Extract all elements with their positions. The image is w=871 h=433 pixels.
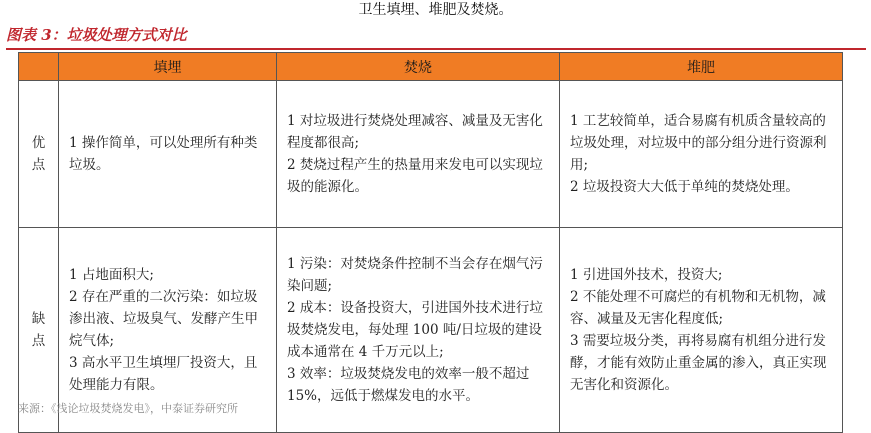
cell-item: 2 垃圾投资大大低于单纯的焚烧处理。 <box>570 179 799 195</box>
cell-compost-advantages <box>560 81 843 228</box>
header-incineration: 焚烧 <box>277 53 560 81</box>
cell-compost-disadvantages <box>560 228 843 433</box>
row-label-char: 优 <box>31 135 46 151</box>
cell-item: 3 需要垃圾分类，再将易腐有机组分进行发酵，才能有效防止重金属的渗入，真正实现无害化和资源化。 <box>570 333 827 393</box>
intro-text-tail: 卫生填埋、堆肥及焚烧。 <box>358 2 513 18</box>
cell-item: 3 高水平卫生填埋厂投资大，且处理能力有限。 <box>69 355 258 393</box>
table-row-advantages <box>19 81 843 228</box>
header-landfill: 填埋 <box>59 53 277 81</box>
cell-item: 3 效率：垃圾焚烧发电的效率一般不超过 15%，远低于燃煤发电的水平。 <box>287 366 530 404</box>
title-divider <box>6 48 866 50</box>
source-note: 来源：《浅论垃圾焚烧发电》，中泰证券研究所 <box>18 402 238 415</box>
cell-item: 1 污染：对焚烧条件控制不当会存在烟气污染问题; <box>287 256 543 294</box>
header-compost: 堆肥 <box>560 53 843 81</box>
comparison-table <box>18 52 843 433</box>
cell-item: 2 不能处理不可腐烂的有机物和无机物，减容、减量及无害化程度低; <box>570 289 826 327</box>
cell-landfill-advantages <box>59 81 277 228</box>
row-label-advantages <box>19 81 59 228</box>
row-label-char: 缺 <box>31 311 46 327</box>
table-header-row <box>19 53 843 81</box>
header-corner <box>19 53 59 81</box>
cell-item: 1 操作简单，可以处理所有种类垃圾。 <box>69 135 258 173</box>
row-label-char: 点 <box>31 157 46 173</box>
cell-item: 2 焚烧过程产生的热量用来发电可以实现垃圾的能源化。 <box>287 157 543 195</box>
cell-item: 2 存在严重的二次污染：如垃圾渗出液、垃圾臭气、发酵产生甲烷气体; <box>69 289 258 349</box>
cell-incineration-disadvantages <box>277 228 560 433</box>
cell-item: 1 工艺较简单，适合易腐有机质含量较高的垃圾处理，对垃圾中的部分组分进行资源利用; <box>570 113 827 173</box>
figure-title: 图表 3：垃圾处理方式对比 <box>6 26 187 44</box>
cell-item: 1 引进国外技术，投资大; <box>570 267 723 283</box>
row-label-char: 点 <box>31 333 46 349</box>
cell-incineration-advantages <box>277 81 560 228</box>
cell-item: 1 占地面积大; <box>69 267 154 283</box>
cell-item: 1 对垃圾进行焚烧处理减容、减量及无害化程度都很高; <box>287 113 543 151</box>
cell-item: 2 成本：设备投资大，引进国外技术进行垃圾焚烧发电，每处理 100 吨/日垃圾的建设成本通常在 4 千万元以上; <box>287 300 543 360</box>
